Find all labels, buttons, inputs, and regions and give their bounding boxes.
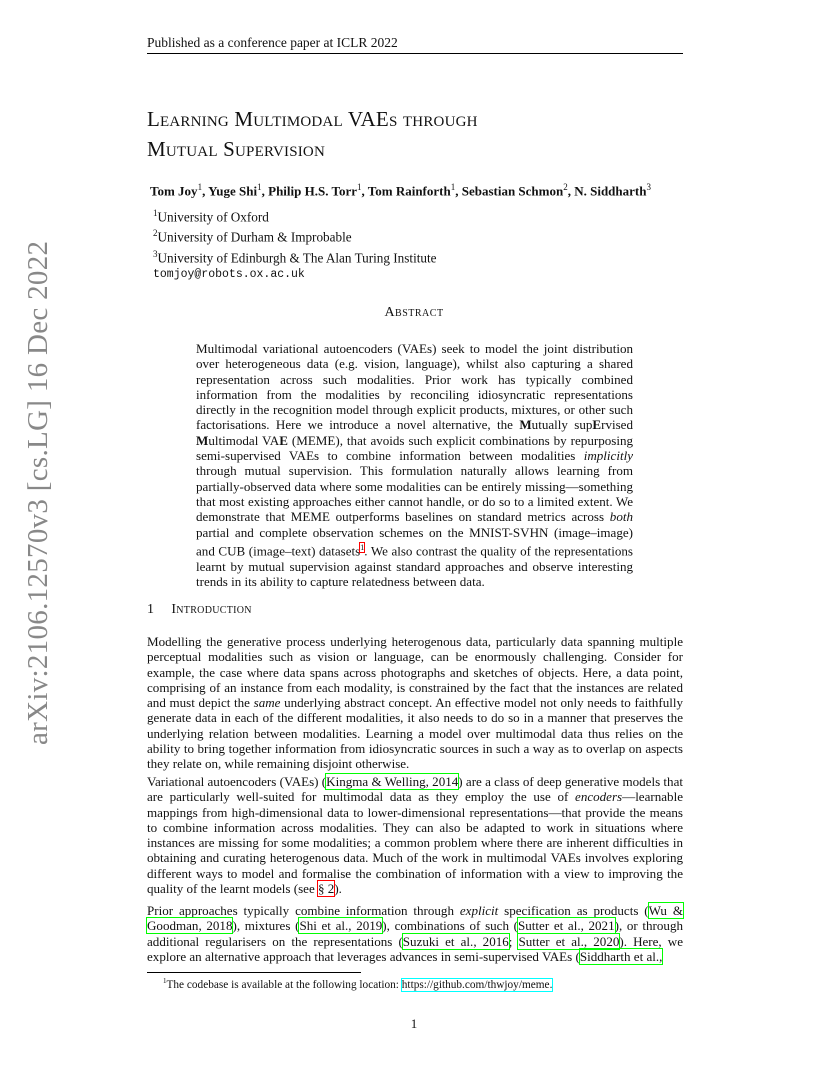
section-number: 1 — [147, 602, 155, 617]
header-rule — [147, 53, 683, 54]
citation-link[interactable]: Suzuki et al., 2016 — [402, 933, 509, 949]
page-number: 1 — [410, 1016, 418, 1031]
intro-paragraph-1: Modelling the generative process underlying heterogenous data, particularly data spanning multiple perceptual modalities such as vision or language, can be enormously challenging. Consider for example, the case where data spans across photographs and sketches of objects. Here, a data point, comprising of an instance from each modality, is constrained by the fact that the instances are related and must depict the same underlying abstract concept. An effective model not only needs to faithfully generate data in each of the different modalities, it also needs to do so in a manner that preserves the underlying relation between modalities. Learning a model over multimodal data thus relies on the ability to bring together information from idiosyncratic sources in such a way as to overlap on aspects they relate on, while remaining disjoint otherwise. — [147, 634, 683, 772]
author-aff: 1 — [257, 182, 262, 192]
abstract-body: Multimodal variational autoencoders (VAEs) seek to model the joint distribution over heterogeneous data (e.g. vision, language), whilst also capturing a shared representation across such modalities. Prior work has typically combined information from the modalities by reconciling idiosyncratic representations directly in the recognition model through explicit products, mixtures, or other such factorisations. Here we introduce a novel alternative, the Mutually supErvised Multimodal VAE (MEME), that avoids such explicit combinations by repurposing semi-supervised VAEs to combine information between modalities implicitly through mutual supervision. This formulation naturally allows learning from partially-observed data where some modalities can be entirely missing—something that most existing approaches either cannot handle, or do so to a limited extent. We demonstrate that MEME outperforms baselines on standard metrics across both partial and complete observation schemes on the MNIST-SVHN (image–image) and CUB (image–text) datasets$^1$. We also contrast the quality of the representations learnt by mutual supervision against standard approaches and observe interesting trends in its ability to capture relatedness between data. — [196, 341, 633, 589]
contact-email[interactable]: tomjoy@robots.ox.ac.uk — [153, 268, 305, 282]
author-aff: 1 — [197, 182, 203, 192]
citation-link[interactable]: Shi et al., 2019 — [299, 918, 383, 934]
paper-title — [147, 104, 478, 164]
section-heading-introduction — [147, 602, 252, 618]
citation-link[interactable]: Sutter et al., 2021 — [518, 918, 615, 934]
title-line-2: Mutual Supervision — [147, 137, 325, 161]
author-list: Tom Joy$^1$, Yuge Shi$^1$, Philip H.S. Torr$^1$, Tom Rainforth$^1$, Sebastian Schmon$^2$, N. Siddharth$^3$ — [150, 182, 651, 199]
author: Tom Rainforth — [367, 183, 451, 199]
author: Philip H.S. Torr — [268, 183, 357, 199]
author: N. Siddharth — [574, 183, 647, 199]
affiliations — [153, 205, 437, 283]
author-aff: 3 — [646, 182, 651, 192]
codebase-url-link[interactable]: https://github.com/thwjoy/meme. — [401, 978, 553, 991]
citation-link[interactable]: Sutter et al., 2020 — [518, 933, 620, 949]
author: Yuge Shi — [208, 183, 258, 199]
title-line-1: Learning Multimodal VAEs through — [147, 107, 478, 131]
author: Tom Joy — [150, 183, 198, 199]
footnote: $^1$The codebase is available at the following location: https://github.com/thwjoy/meme. — [163, 977, 553, 991]
affiliation: $^2$University of Durham & Improbable — [153, 228, 352, 245]
author-aff: 1 — [450, 182, 456, 192]
footnote-link[interactable]: 1 — [360, 542, 365, 552]
arxiv-identifier: arXiv:2106.12570v3 [cs.LG] 16 Dec 2022 — [22, 240, 54, 745]
author: Sebastian Schmon — [461, 183, 564, 199]
intro-paragraph-3: Prior approaches typically combine information through explicit specification as products (Wu & Goodman, 2018), mixtures (Shi et al., 2019), combinations of such (Sutter et al., 2021), or through additional regularisers on the representations (Suzuki et al., 2016; Sutter et al., 2020). Here, we explore an alternative approach that leverages advances in semi-supervised VAEs (Siddharth et al., — [147, 903, 684, 964]
section-ref-link[interactable]: § 2 — [318, 881, 335, 897]
affiliation: $^1$University of Oxford — [153, 208, 269, 225]
footnote-rule — [147, 972, 361, 973]
running-header: Published as a conference paper at ICLR 2022 — [147, 35, 398, 50]
citation-link[interactable]: Kingma & Welling, 2014 — [326, 774, 459, 789]
author-aff: 2 — [563, 182, 568, 192]
author-aff: 1 — [357, 182, 362, 192]
section-title: Introduction — [171, 602, 252, 617]
citation-link[interactable]: Siddharth et al., — [579, 948, 663, 964]
affiliation: $^3$University of Edinburgh & The Alan Turing Institute — [153, 248, 437, 266]
intro-paragraph-2: Variational autoencoders (VAEs) (Kingma & Welling, 2014) are a class of deep generative models that are particularly well-suited for multimodal data as they employ the use of encoders—learnable mappings from high-dimensional data to lower-dimensional representations—that provide the means to combine information across modalities. They can also be adapted to work in situations where instances are missing for some modalities; a common problem where there are inherent difficulties in obtaining and curating heterogenous data. Much of the work in multimodal VAEs involves exploring different ways to model and formalise the combination of information with a view to improving the quality of the learnt models (see § 2). — [147, 774, 683, 897]
citation-link[interactable]: Wu & Goodman, 2018 — [147, 903, 683, 934]
abstract-heading: Abstract — [384, 305, 444, 320]
